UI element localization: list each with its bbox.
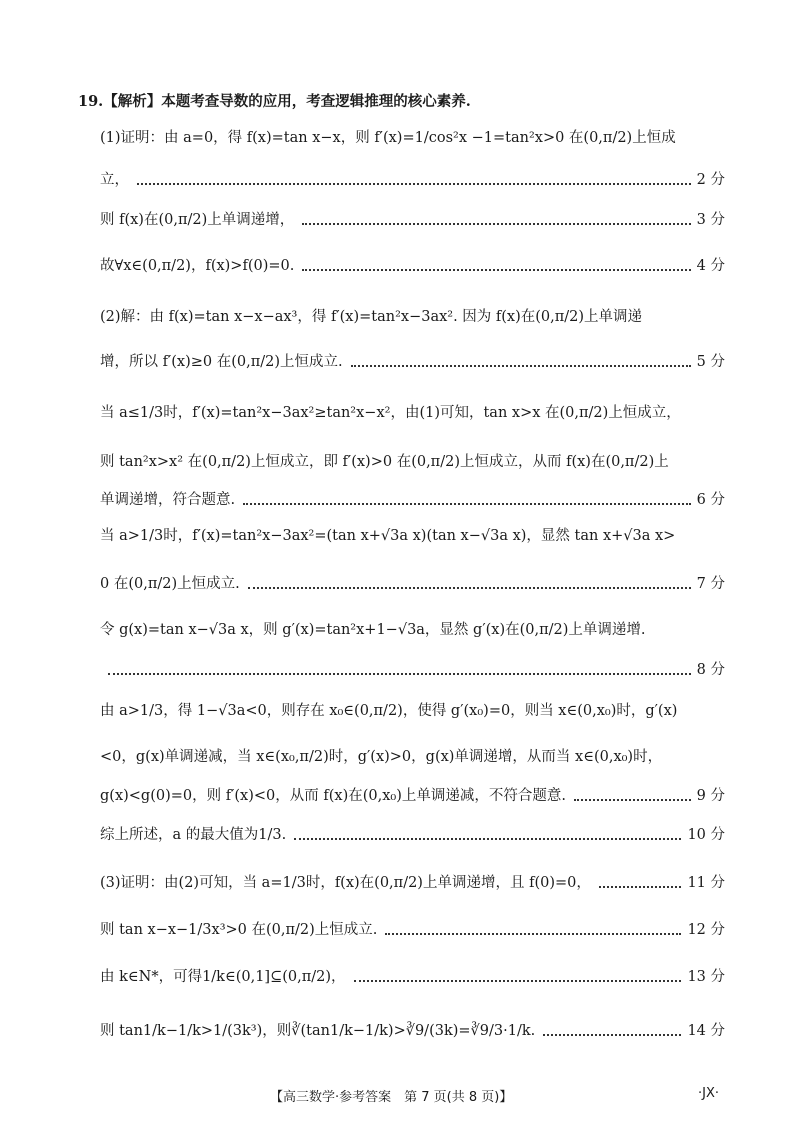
line-text: 单调递增，符合题意. — [100, 492, 236, 508]
line-text: 则 tan²x>x² 在(0,π/2)上恒成立，即 f′(x)>0 在(0,π/2)上恒成立，从而 f(x)在(0,π/2)上 — [100, 454, 669, 470]
solution-line — [100, 825, 725, 845]
solution-line — [100, 210, 725, 230]
line-text: 由 a>1/3，得 1−√3a<0，则存在 x₀∈(0,π/2)，使得 g′(x₀)=0，则当 x∈(0,x₀)时，g′(x) — [100, 703, 678, 719]
line-text: 增，所以 f′(x)≥0 在(0,π/2)上恒成立. — [100, 354, 343, 370]
dot-leader — [248, 586, 691, 589]
solution-line — [100, 660, 725, 680]
solution-line — [100, 526, 725, 546]
solution-line — [100, 128, 725, 148]
line-text: 当 a>1/3时，f′(x)=tan²x−3ax²=(tan x+√3a x)(tan x−√3a x)，显然 tan x+√3a x> — [100, 528, 676, 544]
line-text: 则 tan x−x−1/3x³>0 在(0,π/2)上恒成立. — [100, 922, 378, 938]
score-mark: 13 分 — [687, 969, 725, 985]
line-text: 则 tan1/k−1/k>1/(3k³)，则∛(tan1/k−1/k)>∛9/(3k)=∛9/3·1/k. — [100, 1023, 536, 1039]
dot-leader — [351, 364, 691, 367]
dot-leader — [137, 182, 691, 185]
solution-line — [100, 747, 725, 767]
line-text: (3)证明：由(2)可知，当 a=1/3时，f(x)在(0,π/2)上单调递增，且 f(0)=0， — [100, 875, 591, 891]
solution-line — [100, 574, 725, 594]
score-mark: 9 分 — [696, 788, 725, 804]
score-mark: 4 分 — [696, 258, 725, 274]
dot-leader — [354, 979, 682, 982]
footer-title: 【高三数学·参考答案 第 7 页(共 8 页)】 — [270, 1090, 513, 1105]
dot-leader — [543, 1033, 681, 1036]
line-text: 综上所述，a 的最大值为1/3. — [100, 827, 287, 843]
line-text: (2)解：由 f(x)=tan x−x−ax³，得 f′(x)=tan²x−3ax². 因为 f(x)在(0,π/2)上单调递 — [100, 309, 643, 325]
score-mark: 12 分 — [687, 922, 725, 938]
dot-leader — [574, 798, 691, 801]
dot-leader — [302, 268, 690, 271]
solution-line — [100, 1021, 725, 1041]
solution-line — [100, 701, 725, 721]
dot-leader — [599, 885, 682, 888]
score-mark: 5 分 — [696, 354, 725, 370]
solution-line — [100, 452, 725, 472]
line-text: 则 f(x)在(0,π/2)上单调递增， — [100, 212, 295, 228]
dot-leader — [108, 672, 691, 675]
score-mark: 8 分 — [696, 662, 725, 678]
solution-line — [100, 873, 725, 893]
line-text: 0 在(0,π/2)上恒成立. — [100, 576, 240, 592]
solution-line — [100, 352, 725, 372]
score-mark: 10 分 — [687, 827, 725, 843]
dot-leader — [294, 837, 681, 840]
solution-line — [100, 170, 725, 190]
line-text: 立， — [100, 172, 129, 188]
solution-line — [100, 920, 725, 940]
solution-line — [100, 620, 725, 640]
footer-code: ·JX· — [698, 1086, 720, 1101]
line-text: (1)证明：由 a=0，得 f(x)=tan x−x，则 f′(x)=1/cos²x −1=tan²x>0 在(0,π/2)上恒成 — [100, 130, 676, 146]
score-mark: 2 分 — [696, 172, 725, 188]
line-text: 故∀x∈(0,π/2)，f(x)>f(0)=0. — [100, 258, 295, 274]
score-mark: 7 分 — [696, 576, 725, 592]
score-mark: 3 分 — [696, 212, 725, 228]
solution-line — [100, 403, 725, 423]
score-mark: 14 分 — [687, 1023, 725, 1039]
line-text: 当 a≤1/3时，f′(x)=tan²x−3ax²≥tan²x−x²，由(1)可知，tan x>x 在(0,π/2)上恒成立， — [100, 405, 681, 421]
solution-line — [100, 490, 725, 510]
solution-line — [100, 786, 725, 806]
line-text: <0，g(x)单调递减，当 x∈(x₀,π/2)时，g′(x)>0，g(x)单调递增，从而当 x∈(0,x₀)时， — [100, 749, 663, 765]
score-mark: 11 分 — [687, 875, 725, 891]
line-text: 19.【解析】本题考查导数的应用，考查逻辑推理的核心素养. — [78, 93, 471, 110]
solution-line — [100, 307, 725, 327]
solution-line — [100, 256, 725, 276]
dot-leader — [302, 222, 690, 225]
score-mark: 6 分 — [696, 492, 725, 508]
solution-line — [100, 967, 725, 987]
dot-leader — [243, 502, 691, 505]
solution-line — [78, 92, 703, 112]
line-text: 令 g(x)=tan x−√3a x，则 g′(x)=tan²x+1−√3a，显然 g′(x)在(0,π/2)上单调递增. — [100, 622, 646, 638]
line-text: g(x)<g(0)=0，则 f′(x)<0，从而 f(x)在(0,x₀)上单调递减，不符合题意. — [100, 788, 566, 804]
dot-leader — [385, 932, 681, 935]
line-text: 由 k∈N*，可得1/k∈(0,1]⊆(0,π/2)， — [100, 969, 346, 985]
